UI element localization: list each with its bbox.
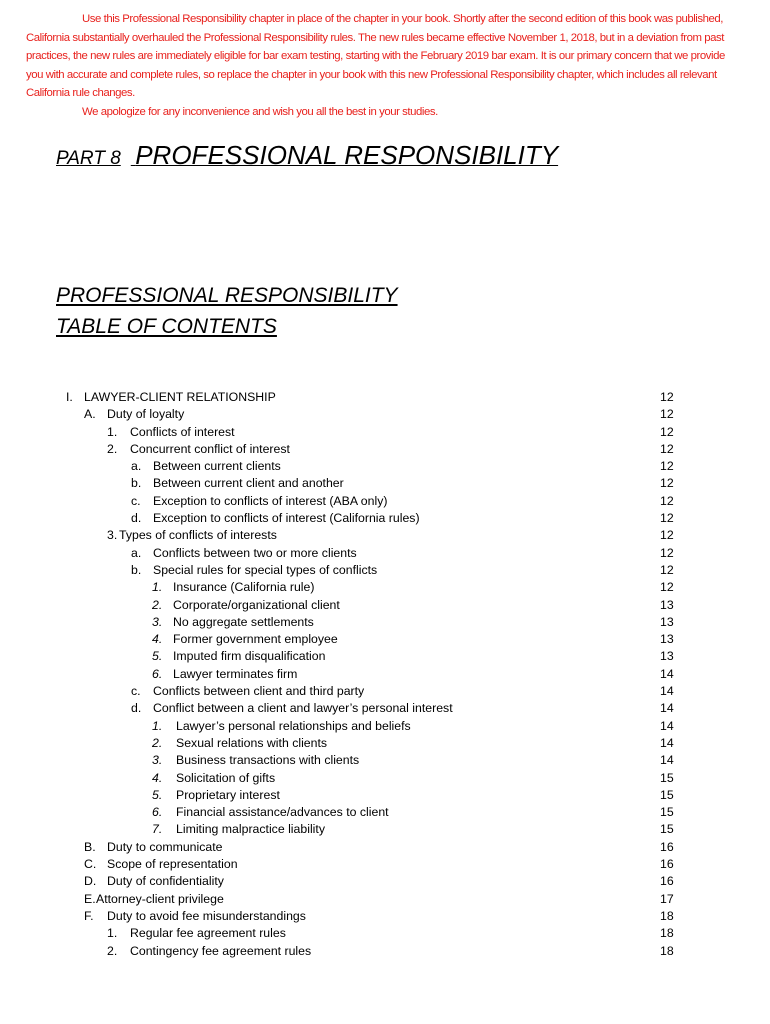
toc-entry-number: c.	[131, 493, 141, 508]
toc-entry-label: Concurrent conflict of interest	[130, 441, 290, 456]
toc-entry-page: 14	[660, 753, 674, 768]
toc-entry-page: 13	[660, 614, 674, 629]
toc-entry-number: d.	[131, 511, 142, 526]
toc-entry	[0, 925, 770, 942]
toc-entry-label: Regular fee agreement rules	[130, 926, 286, 941]
toc-entry-page: 17	[660, 891, 674, 906]
toc-entry-page: 18	[660, 908, 674, 923]
toc-entry-number: 2.	[152, 735, 163, 750]
notice-paragraph: Use this Professional Responsibility chapter in place of the chapter in your book. Shortly after the second edition of this book was published, California substantially overhauled the Professional Responsibility rules. The new rules became effective November 1, 2018, but in a deviation from past practices, the new rules are immediately eligible for bar exam testing, starting with the February 2019 bar exam. It is our primary concern that we provide you with accurate and complete rules, so replace the chapter in your book with this new Professional Responsibility chapter, which includes all relevant California rule changes.	[26, 13, 725, 99]
toc-entry-page: 16	[660, 857, 674, 872]
toc-entry	[0, 597, 770, 614]
toc-entry-page: 12	[660, 511, 674, 526]
toc-entry-number: b.	[131, 476, 142, 491]
toc-entry-label: Between current client and another	[153, 476, 344, 491]
toc-entry-label: Solicitation of gifts	[176, 770, 276, 785]
toc-entry-label: Attorney-client privilege	[96, 891, 224, 906]
toc-entry-number: 1.	[107, 926, 118, 941]
toc-entry-label: Corporate/organizational client	[173, 597, 340, 612]
toc-entry-label: Between current clients	[153, 459, 281, 474]
toc-entry-label: Scope of representation	[107, 857, 238, 872]
part-heading	[56, 140, 558, 171]
toc-entry-number: 5.	[152, 649, 163, 664]
toc-entry-number: a.	[131, 459, 142, 474]
toc-entry-label: Conflicts between two or more clients	[153, 545, 357, 560]
toc-entry-page: 15	[660, 805, 674, 820]
chapter-replacement-notice	[26, 10, 738, 121]
toc-entry-label: Financial assistance/advances to client	[176, 805, 389, 820]
toc-entry	[0, 527, 770, 544]
toc-entry-label: Contingency fee agreement rules	[130, 943, 312, 958]
toc-entry	[0, 770, 770, 787]
toc-entry	[0, 666, 770, 683]
toc-entry-number: 6.	[152, 666, 163, 681]
toc-entry-label: Types of conflicts of interests	[119, 528, 277, 543]
toc-entry	[0, 787, 770, 804]
toc-entry-page: 15	[660, 770, 674, 785]
toc-entry-page: 15	[660, 787, 674, 802]
toc-entry	[0, 943, 770, 960]
toc-entry-number: B.	[84, 839, 96, 854]
toc-entry	[0, 406, 770, 423]
toc-entry-number: D.	[84, 874, 97, 889]
toc-entry-page: 18	[660, 926, 674, 941]
part-label: PART 8	[56, 148, 121, 169]
toc-entry	[0, 718, 770, 735]
toc-entry-label: Conflict between a client and lawyer’s personal interest	[153, 701, 453, 716]
toc-entry-page: 14	[660, 718, 674, 733]
toc-entry-page: 12	[660, 545, 674, 560]
toc-entry-number: 4.	[152, 632, 163, 647]
toc-entry-label: Duty of loyalty	[107, 407, 185, 422]
toc-entry	[0, 856, 770, 873]
notice-apology: We apologize for any inconvenience and wish you all the best in your studies.	[82, 105, 438, 118]
toc-entry-number: 2.	[152, 597, 163, 612]
toc-entry-label: No aggregate settlements	[173, 614, 314, 629]
toc-entry-number: 1.	[152, 580, 163, 595]
toc-entry-label: Lawyer terminates firm	[173, 666, 298, 681]
toc-entry	[0, 579, 770, 596]
toc-entry-label: Business transactions with clients	[176, 753, 360, 768]
toc-entry-number: 1.	[107, 424, 118, 439]
toc-entry-page: 16	[660, 874, 674, 889]
toc-entry-page: 14	[660, 666, 674, 681]
toc-entry-page: 12	[660, 424, 674, 439]
toc-entry	[0, 839, 770, 856]
toc-entry-label: Lawyer’s personal relationships and beliefs	[176, 718, 411, 733]
toc-entry-label: Sexual relations with clients	[176, 735, 328, 750]
toc-entry-page: 12	[660, 441, 674, 456]
toc-entry-label: Exception to conflicts of interest (California rules)	[153, 511, 420, 526]
toc-entry-page: 13	[660, 597, 674, 612]
toc-entry	[0, 683, 770, 700]
table-of-contents	[0, 389, 770, 960]
toc-entry-number: 5.	[152, 787, 163, 802]
toc-entry	[0, 614, 770, 631]
toc-heading-line-1: PROFESSIONAL RESPONSIBILITY	[56, 284, 398, 307]
toc-entry-number: 1.	[152, 718, 163, 733]
toc-entry	[0, 493, 770, 510]
toc-entry-number: 3.	[107, 528, 118, 543]
toc-entry	[0, 873, 770, 890]
toc-entry-number: b.	[131, 562, 142, 577]
part-title: PROFESSIONAL RESPONSIBILITY	[135, 140, 559, 170]
toc-entry-number: C.	[84, 857, 97, 872]
toc-entry-page: 13	[660, 632, 674, 647]
toc-entry-number: 3.	[152, 753, 163, 768]
toc-entry	[0, 510, 770, 527]
toc-entry	[0, 389, 770, 406]
toc-entry-page: 12	[660, 528, 674, 543]
toc-entry-page: 16	[660, 839, 674, 854]
toc-entry-page: 14	[660, 735, 674, 750]
toc-entry-page: 13	[660, 649, 674, 664]
toc-entry-number: 7.	[152, 822, 163, 837]
toc-entry	[0, 821, 770, 838]
toc-entry-label: Proprietary interest	[176, 787, 280, 802]
toc-entry-page: 12	[660, 390, 674, 404]
toc-entry-number: a.	[131, 545, 142, 560]
toc-entry-number: d.	[131, 701, 142, 716]
toc-entry	[0, 735, 770, 752]
toc-entry-label: Duty to avoid fee misunderstandings	[107, 908, 306, 923]
toc-entry-page: 14	[660, 701, 674, 716]
toc-entry-page: 14	[660, 684, 674, 699]
toc-entry	[0, 475, 770, 492]
toc-entry-number: F.	[84, 908, 94, 923]
toc-entry-page: 12	[660, 562, 674, 577]
toc-entry-label: Duty of confidentiality	[107, 874, 224, 889]
toc-entry	[0, 804, 770, 821]
toc-entry-number: 2.	[107, 441, 118, 456]
toc-heading	[56, 280, 398, 342]
toc-entry	[0, 631, 770, 648]
toc-entry-label: Conflicts between client and third party	[153, 684, 365, 699]
toc-entry-page: 15	[660, 822, 674, 837]
toc-entry-number: E.	[84, 891, 96, 906]
toc-entry-label: Insurance (California rule)	[173, 580, 315, 595]
toc-entry	[0, 562, 770, 579]
toc-entry	[0, 908, 770, 925]
toc-entry-page: 18	[660, 943, 674, 958]
toc-entry	[0, 458, 770, 475]
toc-entry-number: A.	[84, 407, 96, 422]
toc-entry-page: 12	[660, 476, 674, 491]
toc-entry-label: LAWYER-CLIENT RELATIONSHIP	[84, 390, 276, 404]
toc-entry-label: Exception to conflicts of interest (ABA only)	[153, 493, 388, 508]
toc-entry	[0, 752, 770, 769]
toc-entry-number: 3.	[152, 614, 163, 629]
toc-entry-number: c.	[131, 684, 141, 699]
toc-entry-label: Limiting malpractice liability	[176, 822, 325, 837]
toc-entry-number: 2.	[107, 943, 118, 958]
toc-entry-number: 6.	[152, 805, 163, 820]
toc-entry	[0, 648, 770, 665]
toc-heading-line-2: TABLE OF CONTENTS	[56, 315, 277, 338]
toc-entry-label: Special rules for special types of conflicts	[153, 562, 378, 577]
toc-entry-label: Conflicts of interest	[130, 424, 235, 439]
toc-entry-page: 12	[660, 580, 674, 595]
toc-entry-label: Duty to communicate	[107, 839, 223, 854]
toc-entry-page: 12	[660, 493, 674, 508]
toc-entry	[0, 545, 770, 562]
toc-entry	[0, 424, 770, 441]
toc-entry	[0, 891, 770, 908]
toc-entry-page: 12	[660, 407, 674, 422]
toc-entry-label: Imputed firm disqualification	[173, 649, 326, 664]
toc-entry-number: 4.	[152, 770, 163, 785]
toc-entry-page: 12	[660, 459, 674, 474]
toc-entry-label: Former government employee	[173, 632, 338, 647]
toc-entry-number: I.	[66, 390, 73, 404]
toc-entry	[0, 700, 770, 717]
toc-entry	[0, 441, 770, 458]
